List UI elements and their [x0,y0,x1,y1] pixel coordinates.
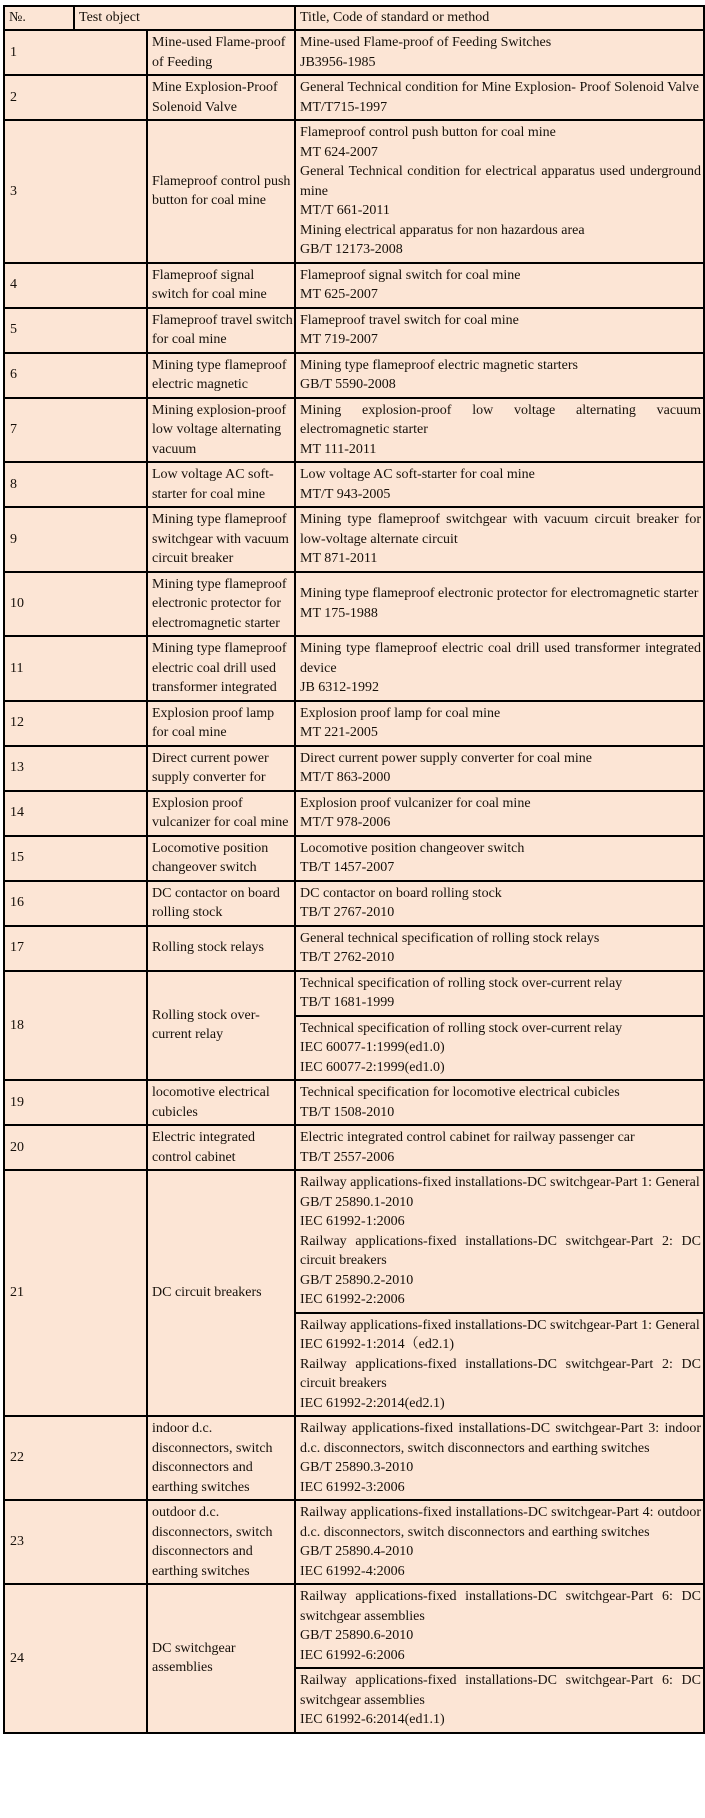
title-code-cell [295,636,704,701]
title-code-cell [295,507,704,572]
title-code-line: IEC 60077-1:1999(ed1.0) [300,1040,445,1055]
title-code-line: Railway applications-fixed installations-DC switchgear-Part 1: General [300,1317,700,1333]
title-code-line: IEC 61992-4:2006 [300,1563,405,1579]
header-test-object: Test object [74,6,295,30]
title-code-line: Technical specification of rolling stock over-current relay [300,975,623,991]
table-row [4,353,704,398]
row-number-cell: 13 [4,746,147,791]
title-code-line: Low voltage AC soft-starter for coal mine [300,467,535,482]
title-code-line: Mining explosion-proof low voltage alternating vacuum electromagnetic starter [300,402,701,437]
title-code-cell [295,1170,704,1313]
title-code-cell [295,120,704,263]
test-object-cell: indoor d.c. disconnectors, switch disconnectors and earthing switches [147,1416,295,1500]
row-number-cell: 6 [4,353,147,398]
row-number-cell: 22 [4,1416,147,1500]
row-number-cell: 10 [4,572,147,637]
title-code-cell [295,1313,704,1417]
table-row [4,1125,704,1170]
title-code-line: DC contactor on board rolling stock [300,885,502,901]
title-code-cell [295,308,704,353]
test-object-cell: Mining type flameproof electronic protector for electromagnetic starter [147,572,295,637]
row-number-cell: 5 [4,308,147,353]
test-object-cell: Rolling stock relays [147,926,295,971]
title-code-line: IEC 61992-3:2006 [300,1479,405,1495]
title-code-line: MT 871-2011 [300,551,378,566]
table-row [4,971,704,1016]
row-number-cell: 7 [4,398,147,463]
row-number-cell: 3 [4,120,147,263]
test-object-cell: Flameproof travel switch for coal mine [147,308,295,353]
title-code-line: IEC 61992-6:2006 [300,1647,405,1663]
title-code-line: MT/T 978-2006 [300,815,391,830]
title-code-line: MT 719-2007 [300,332,378,347]
title-code-line: Mining type flameproof switchgear with vacuum circuit breaker for low-voltage alternate circuit [300,512,701,547]
row-number-cell: 24 [4,1584,147,1733]
test-object-cell: Rolling stock over-current relay [147,971,295,1081]
title-code-cell [295,398,704,463]
table-row [4,507,704,572]
table-row [4,1416,704,1500]
table-body [4,30,704,1733]
title-code-line: General Technical condition for electrical apparatus used underground mine [300,164,701,199]
title-code-line: Railway applications-fixed installations-DC switchgear-Part 4: outdoor d.c. disconnectors, switch disconnectors and earthing switches [300,1505,701,1540]
title-code-line: Direct current power supply converter for coal mine [300,750,592,766]
title-code-line: Railway applications-fixed installations-DC switchgear-Part 3: indoor d.c. disconnectors, switch disconnectors and earthing switches [300,1421,701,1456]
test-object-cell: DC circuit breakers [147,1170,295,1416]
title-code-line: MT/T 661-2011 [300,203,390,218]
test-object-cell: Mining explosion-proof low voltage alternating vacuum [147,398,295,463]
title-code-line: Mine-used Flame-proof of Feeding Switches [300,35,552,50]
standards-table [3,5,705,1734]
test-object-cell: Electric integrated control cabinet [147,1125,295,1170]
title-code-line: Mining type flameproof electric coal drill used transformer integrated device [300,641,701,676]
table-row [4,836,704,881]
test-object-cell: locomotive electrical cubicles [147,1080,295,1125]
title-code-line: TB/T 2767-2010 [300,905,395,920]
title-code-cell [295,791,704,836]
test-object-cell: Mining type flameproof switchgear with vacuum circuit breaker [147,507,295,572]
test-object-cell: Mine-used Flame-proof of Feeding [147,30,295,75]
title-code-line: GB/T 25890.1-2010 [300,1194,414,1210]
title-code-line: Railway applications-fixed installations-DC switchgear-Part 2: DC circuit breakers [300,1233,701,1268]
title-code-line: GB/T 5590-2008 [300,377,396,392]
table-row [4,881,704,926]
table-row [4,1170,704,1313]
title-code-cell [295,1080,704,1125]
title-code-line: IEC 61992-6:2014(ed1.1) [300,1712,445,1727]
row-number-cell: 9 [4,507,147,572]
title-code-line: Electric integrated control cabinet for railway passenger car [300,1130,635,1145]
row-number-cell: 15 [4,836,147,881]
title-code-cell [295,1584,704,1668]
test-object-cell: Low voltage AC soft-starter for coal mine [147,462,295,507]
table-row [4,462,704,507]
table-header-row [4,6,704,30]
title-code-line: Technical specification of rolling stock over-current relay [300,1020,623,1036]
test-object-cell: Mine Explosion-Proof Solenoid Valve [147,75,295,120]
table-row [4,791,704,836]
table-row [4,636,704,701]
title-code-line: GB/T 25890.3-2010 [300,1460,414,1475]
test-object-cell: Flameproof signal switch for coal mine [147,263,295,308]
title-code-line: General Technical condition for Mine Explosion- Proof Solenoid Valve [300,80,699,95]
title-code-line: MT/T 863-2000 [300,770,391,785]
title-code-line: TB/T 1457-2007 [300,860,395,875]
table-row [4,701,704,746]
table-row [4,263,704,308]
header-title-code: Title, Code of standard or method [295,6,704,30]
title-code-line: MT/T715-1997 [300,99,388,115]
table-row [4,30,704,75]
title-code-line: GB/T 12173-2008 [300,242,403,257]
test-object-cell: Explosion proof lamp for coal mine [147,701,295,746]
title-code-cell [295,30,704,75]
title-code-line: GB/T 25890.2-2010 [300,1272,414,1288]
title-code-line: TB/T 2762-2010 [300,950,395,965]
title-code-line: MT 624-2007 [300,144,378,160]
title-code-cell [295,881,704,926]
title-code-line: JB3956-1985 [300,54,376,70]
title-code-line: IEC 60077-2:1999(ed1.0) [300,1059,445,1075]
title-code-line: Railway applications-fixed installations-DC switchgear-Part 6: DC switchgear assemblies [300,1673,701,1708]
row-number-cell: 20 [4,1125,147,1170]
row-number-cell: 21 [4,1170,147,1416]
test-object-cell: Locomotive position changeover switch [147,836,295,881]
title-code-cell [295,353,704,398]
row-number-cell: 11 [4,636,147,701]
test-object-cell: Mining type flameproof electric coal drill used transformer integrated [147,636,295,701]
title-code-line: GB/T 25890.4-2010 [300,1544,414,1559]
table-row [4,308,704,353]
title-code-cell [295,1500,704,1584]
title-code-line: GB/T 25890.6-2010 [300,1628,414,1643]
table-row [4,1500,704,1584]
title-code-line: Mining type flameproof electric magnetic starters [300,357,578,373]
row-number-cell: 18 [4,971,147,1081]
row-number-cell: 12 [4,701,147,746]
row-number-cell: 2 [4,75,147,120]
title-code-cell [295,836,704,881]
row-number-cell: 1 [4,30,147,75]
row-number-cell: 17 [4,926,147,971]
test-object-cell: Flameproof control push button for coal mine [147,120,295,263]
title-code-line: Flameproof travel switch for coal mine [300,312,519,328]
table-row [4,746,704,791]
title-code-line: Flameproof control push button for coal mine [300,125,556,140]
test-object-cell: Direct current power supply converter for [147,746,295,791]
row-number-cell: 23 [4,1500,147,1584]
row-number-cell: 4 [4,263,147,308]
title-code-line: IEC 61992-1:2006 [300,1214,405,1229]
title-code-line: Locomotive position changeover switch [300,840,525,856]
title-code-line: MT 175-1988 [300,605,378,621]
title-code-line: TB/T 1508-2010 [300,1104,395,1120]
table-row [4,120,704,263]
table-row [4,926,704,971]
title-code-line: IEC 61992-1:2014（ed2.1) [300,1337,454,1352]
title-code-cell [295,1668,704,1733]
title-code-line: MT 625-2007 [300,287,378,302]
row-number-cell: 14 [4,791,147,836]
title-code-line: Mining electrical apparatus for non hazardous area [300,222,585,238]
header-no: №. [4,6,74,30]
title-code-cell [295,971,704,1016]
row-number-cell: 8 [4,462,147,507]
title-code-cell [295,746,704,791]
title-code-line: Technical specification for locomotive electrical cubicles [300,1085,620,1100]
title-code-line: Railway applications-fixed installations-DC switchgear-Part 2: DC circuit breakers [300,1356,701,1391]
title-code-line: TB/T 1681-1999 [300,995,395,1010]
test-object-cell: outdoor d.c. disconnectors, switch disconnectors and earthing switches [147,1500,295,1584]
title-code-cell [295,1016,704,1081]
title-code-line: General technical specification of rolling stock relays [300,930,600,946]
title-code-cell [295,572,704,637]
title-code-cell [295,1125,704,1170]
test-object-cell: Mining type flameproof electric magnetic [147,353,295,398]
title-code-line: Explosion proof lamp for coal mine [300,705,501,721]
title-code-line: JB 6312-1992 [300,680,379,695]
title-code-line: Railway applications-fixed installations-DC switchgear-Part 6: DC switchgear assemblies [300,1589,701,1624]
row-number-cell: 19 [4,1080,147,1125]
title-code-cell [295,263,704,308]
table-row [4,572,704,637]
title-code-line: Explosion proof vulcanizer for coal mine [300,795,531,811]
title-code-line: MT 111-2011 [300,441,377,457]
title-code-line: IEC 61992-2:2006 [300,1292,405,1307]
title-code-cell [295,1416,704,1500]
title-code-cell [295,926,704,971]
table-row [4,1080,704,1125]
title-code-line: Mining type flameproof electronic protector for electromagnetic starter [300,586,699,602]
table-row [4,75,704,120]
title-code-line: MT/T 943-2005 [300,486,391,502]
title-code-line: MT 221-2005 [300,725,378,740]
table-row [4,398,704,463]
row-number-cell: 16 [4,881,147,926]
title-code-line: Flameproof signal switch for coal mine [300,267,521,283]
title-code-line: TB/T 2557-2006 [300,1149,395,1165]
table-row [4,1584,704,1668]
title-code-cell [295,701,704,746]
title-code-cell [295,75,704,120]
test-object-cell: Explosion proof vulcanizer for coal mine [147,791,295,836]
test-object-cell: DC switchgear assemblies [147,1584,295,1733]
title-code-cell [295,462,704,507]
test-object-cell: DC contactor on board rolling stock [147,881,295,926]
title-code-line: IEC 61992-2:2014(ed2.1) [300,1395,445,1411]
title-code-line: Railway applications-fixed installations-DC switchgear-Part 1: General [300,1175,700,1190]
